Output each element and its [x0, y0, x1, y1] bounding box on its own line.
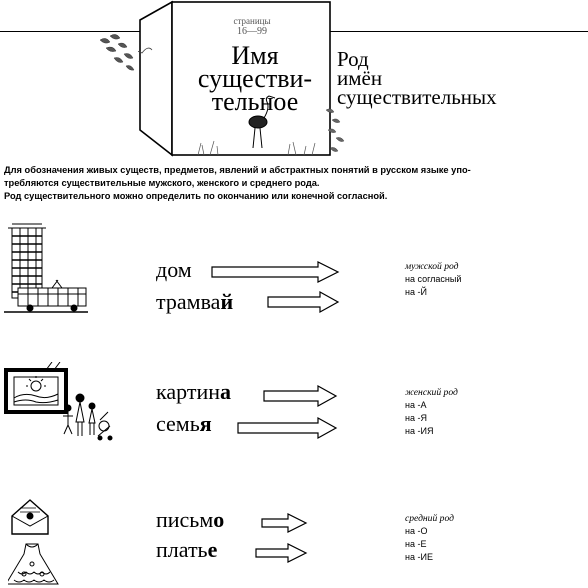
- cube-title: [170, 41, 340, 116]
- cube-title-line: существи-: [197, 64, 313, 93]
- pages-label: страницы: [233, 16, 271, 26]
- intro-line: Для обозначения живых существ, предметов, явлений и абстрактных понятий в русском языке упо-: [4, 165, 471, 175]
- intro-line: требляются существительные мужского, женского и среднего рода.: [4, 178, 320, 188]
- rule-feminine: [405, 386, 458, 438]
- chapter-title-line: имён: [337, 66, 383, 90]
- envelope-dress-icon: [8, 494, 78, 588]
- rule-line: на -Я: [405, 413, 427, 423]
- rule-title: мужской род: [405, 261, 459, 272]
- rule-line: на -А: [405, 400, 427, 410]
- rule-line: на -Й: [405, 287, 427, 297]
- rule-line: на согласный: [405, 274, 462, 284]
- rule-line: на -ИЯ: [405, 426, 434, 436]
- pages-range: 16—99: [237, 26, 267, 37]
- arrow-icon: [210, 260, 340, 284]
- cube-title-line: Имя: [231, 41, 279, 70]
- rule-line: на -ИЕ: [405, 552, 433, 562]
- rule-line: на -Е: [405, 539, 427, 549]
- rule-line: на -О: [405, 526, 428, 536]
- noun-kartina: картина: [156, 379, 231, 404]
- noun-pismo: письмо: [156, 507, 225, 532]
- noun-tramvai: трамвай: [156, 289, 234, 314]
- noun-semya: семья: [156, 411, 212, 436]
- chapter-title-line: Род: [337, 47, 369, 71]
- arrow-icon: [266, 290, 340, 314]
- arrow-icon: [254, 542, 308, 564]
- rule-title: женский род: [405, 387, 458, 398]
- foliage-left-icon: [96, 30, 142, 90]
- arrow-icon: [236, 416, 338, 440]
- rule-neuter: [405, 512, 454, 564]
- cube-title-line: тельное: [211, 87, 299, 116]
- painting-family-icon: [4, 362, 116, 442]
- rule-masculine: [405, 260, 461, 299]
- intro-line: Род существительного можно определить по окончанию или конечной согласной.: [4, 191, 388, 201]
- noun-platye: платье: [156, 537, 218, 562]
- chapter-title-line: существительных: [337, 85, 497, 109]
- chapter-title: [337, 47, 497, 109]
- building-tram-icon: [4, 222, 88, 314]
- emphasis-ending: окончанию: [217, 191, 269, 201]
- arrow-icon: [260, 512, 308, 534]
- arrow-icon: [262, 384, 338, 408]
- rule-title: средний род: [405, 513, 454, 524]
- noun-dom: дом: [156, 257, 192, 282]
- intro-paragraph: [4, 164, 588, 203]
